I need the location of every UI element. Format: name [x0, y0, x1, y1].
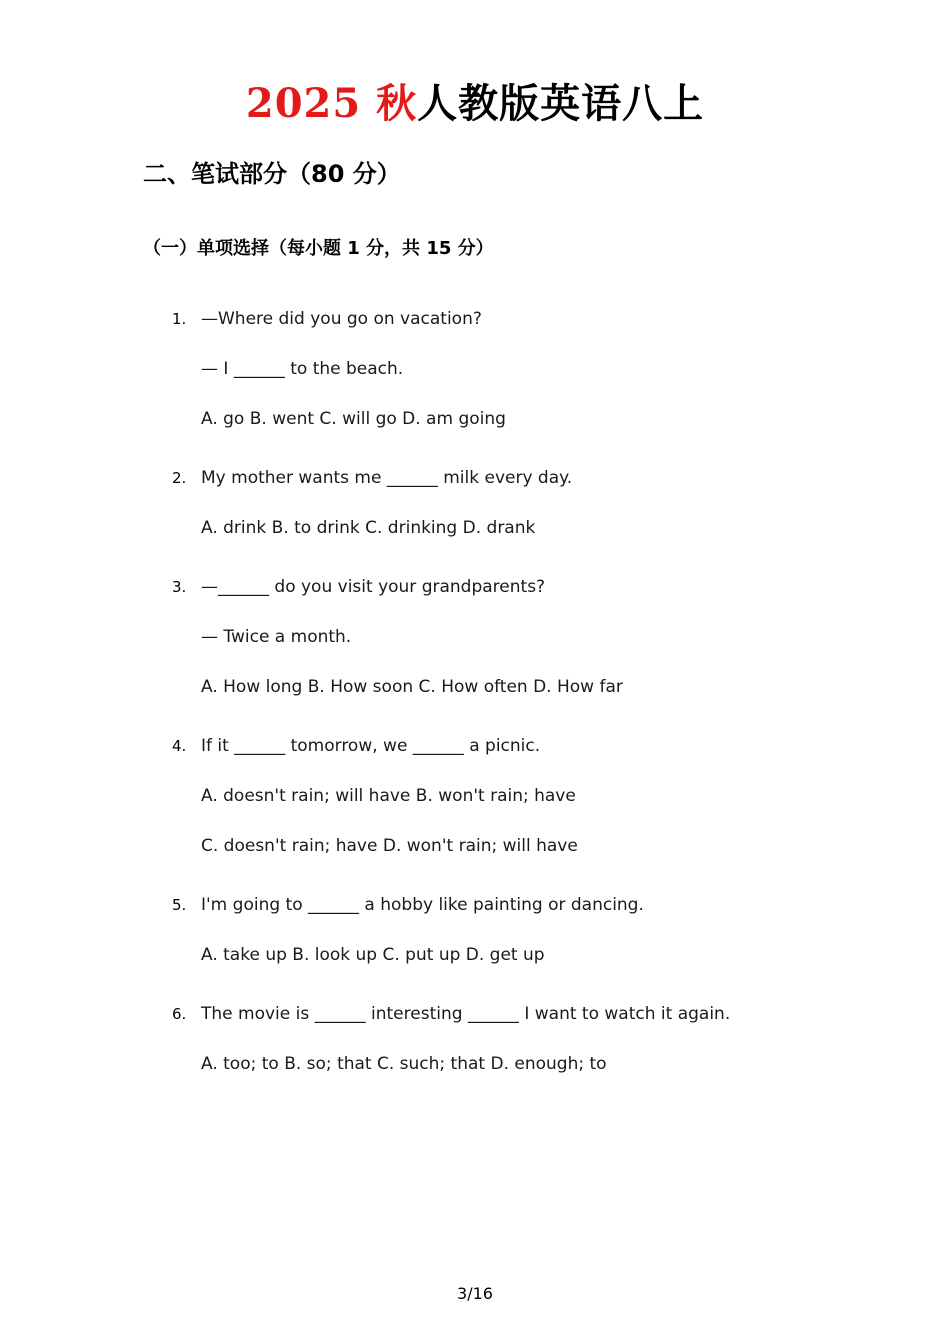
question-response: — I ______ to the beach. [201, 359, 404, 379]
question-number: 5. [172, 896, 187, 914]
question-options: A. take up B. look up C. put up D. get up [201, 945, 545, 965]
question-stem: My mother wants me ______ milk every day. [201, 468, 573, 488]
question-options: A. drink B. to drink C. drinking D. drank [201, 518, 536, 538]
question-options: A. too; to B. so; that C. such; that D. enough; to [201, 1054, 607, 1074]
subsection-heading: （一）单项选择（每小题 1 分，共 15 分） [143, 238, 494, 259]
question-number: 6. [172, 1005, 187, 1023]
question-number: 2. [172, 469, 187, 487]
question-options: A. How long B. How soon C. How often D. How far [201, 677, 623, 697]
question-options: C. doesn't rain; have D. won't rain; will have [201, 836, 578, 856]
question-options: A. go B. went C. will go D. am going [201, 409, 506, 429]
question-number: 1. [172, 310, 187, 328]
title-main: 人教版英语八上 [417, 80, 705, 127]
question-number: 3. [172, 578, 187, 596]
question-stem: I'm going to ______ a hobby like painting or dancing. [201, 895, 644, 915]
question-number: 4. [172, 737, 187, 755]
question-stem: The movie is ______ interesting ______ I want to watch it again. [201, 1004, 731, 1024]
question-stem: —______ do you visit your grandparents? [201, 577, 546, 597]
section-heading: 二、笔试部分（80 分） [143, 160, 401, 188]
question-response: — Twice a month. [201, 627, 352, 647]
page-number: 3/16 [457, 1284, 493, 1303]
question-stem: If it ______ tomorrow, we ______ a picnic. [201, 736, 541, 756]
title-year-season: 2025 秋 [245, 80, 418, 127]
question-stem: —Where did you go on vacation? [201, 309, 482, 329]
document-title [0, 72, 950, 129]
question-options: A. doesn't rain; will have B. won't rain; have [201, 786, 576, 806]
